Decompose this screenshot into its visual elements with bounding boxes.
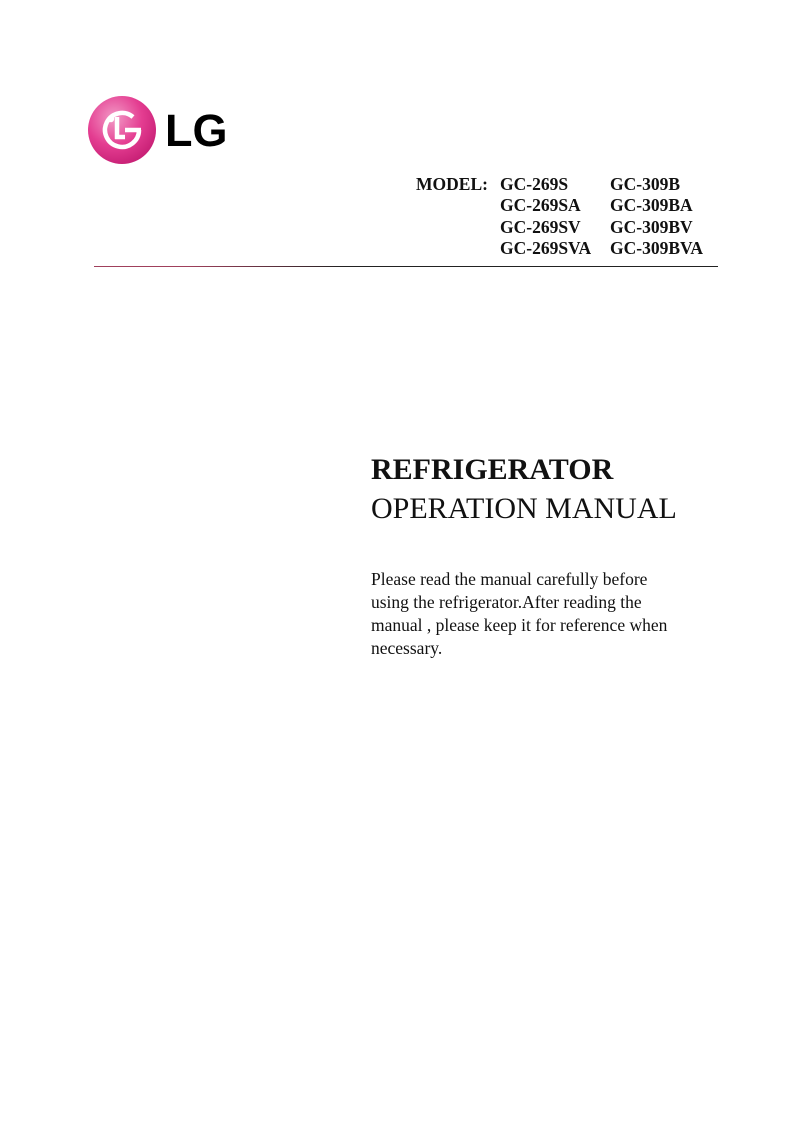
intro-line: Please read the manual carefully before xyxy=(371,569,648,589)
intro-line: manual , please keep it for reference when xyxy=(371,615,668,635)
model-code: GC-309BVA xyxy=(610,237,704,258)
model-code: GC-269SA xyxy=(500,195,581,216)
model-label: MODEL: xyxy=(416,174,488,194)
document-title: REFRIGERATOR xyxy=(371,453,614,486)
intro-line: necessary. xyxy=(371,638,443,658)
model-code: GC-269SV xyxy=(500,216,581,237)
model-code: GC-269SVA xyxy=(500,237,592,258)
intro-line: using the refrigerator.After reading the xyxy=(371,592,642,612)
model-code: GC-309B xyxy=(610,174,680,194)
lg-face-logo-icon xyxy=(87,95,157,165)
lg-logo xyxy=(87,95,228,165)
model-code: GC-269S xyxy=(500,174,569,194)
brand-wordmark: LG xyxy=(165,104,228,156)
model-code: GC-309BV xyxy=(610,216,693,237)
header-divider xyxy=(94,266,718,267)
intro-paragraph xyxy=(371,568,711,660)
document-subtitle: OPERATION MANUAL xyxy=(371,492,677,525)
model-code: GC-309BA xyxy=(610,195,693,216)
